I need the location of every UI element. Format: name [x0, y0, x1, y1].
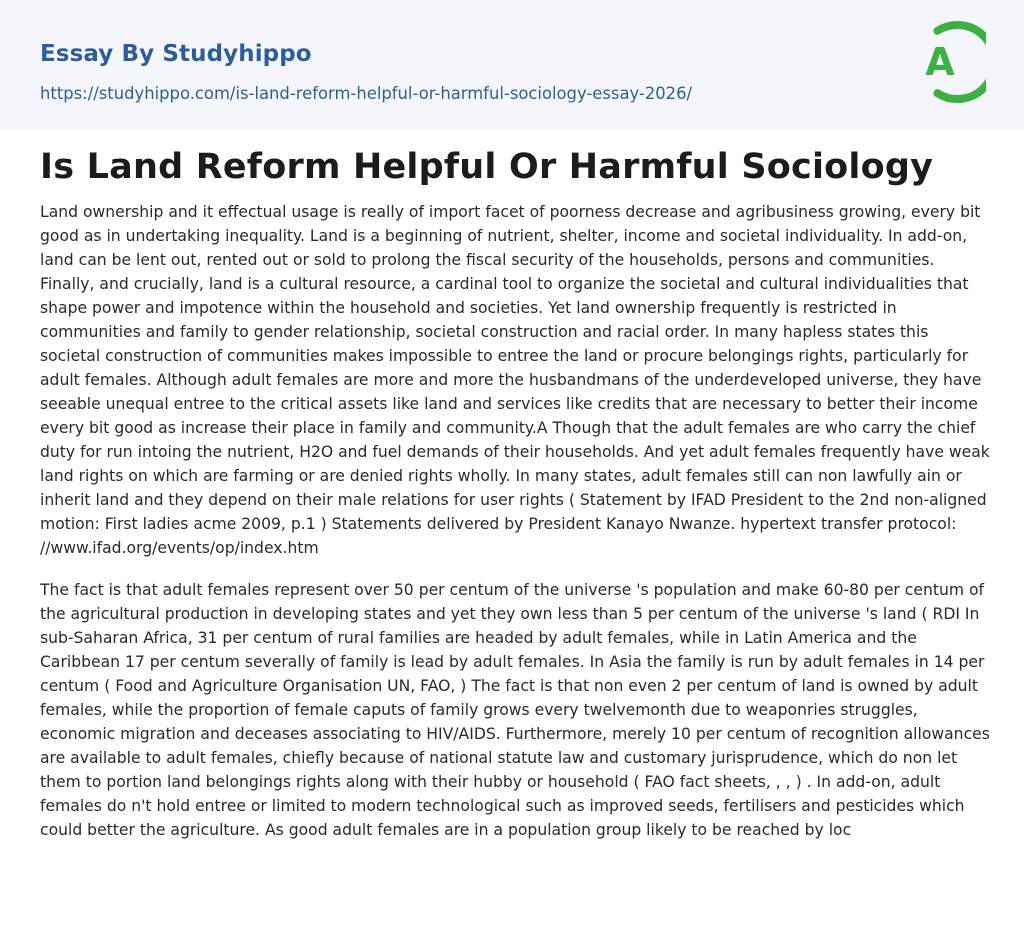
page-url-link[interactable]: https://studyhippo.com/is-land-reform-helpful-or-harmful-sociology-essay-2026/ [40, 84, 693, 103]
logo-letter: A [925, 40, 955, 84]
essay-body [40, 200, 990, 860]
essay-paragraph: Land ownership and it effectual usage is really of import facet of poorness decrease and agribusiness growing, every bit good as in undertaking inequality. Land is a beginning of nutrient, shelter, income and societal individuality. In add-on, land can be lent out, rented out or sold to prolong the fiscal security of the households, persons and communities. Finally, and crucially, land is a cultural resource, a cardinal tool to organize the societal and cultural individualities that shape power and impotence within the household and societies. Yet land ownership frequently is restricted in communities and family to gender relationship, societal construction and racial order. In many hapless states this societal construction of communities makes impossible to entree the land or procure belongings rights, particularly for adult females. Although adult females are more and more the husbandmans of the underdeveloped universe, they have seeable unequal entree to the critical assets like land and services like credits that are necessary to better their income every bit good as increase their place in family and community.A Though that the adult females are who carry the chief duty for run intoing the nutrient, H2O and fuel demands of their households. And yet adult females frequently have weak land rights on which are farming or are denied rights wholly. In many states, adult females still can non lawfully ain or inherit land and they depend on their male relations for user rights ( Statement by IFAD President to the 2nd non-aligned motion: First ladies acme 2009, p.1 ) Statements delivered by President Kanayo Nwanze. hypertext transfer protocol: //www.ifad.org/events/op/index.htm [40, 203, 990, 557]
site-brand[interactable]: Essay By Studyhippo [40, 41, 312, 67]
site-header [0, 0, 1024, 129]
studyhippo-a-logo-icon[interactable] [912, 19, 986, 105]
essay-paragraph: The fact is that adult females represent over 50 per centum of the universe 's population and make 60-80 per centum of the agricultural production in developing states and yet they own less than 5 per centum of the universe 's land ( RDI In sub-Saharan Africa, 31 per centum of rural families are headed by adult females, while in Latin America and the Caribbean 17 per centum severally of family is lead by adult females. In Asia the family is run by adult females in 14 per centum ( Food and Agriculture Organisation UN, FAO, ) The fact is that non even 2 per centum of land is owned by adult females, while the proportion of female caputs of family grows every twelvemonth due to weaponries struggles, economic migration and deceases associating to HIV/AIDS. Furthermore, merely 10 per centum of recognition allowances are available to adult females, chiefly because of national statute law and customary jurisprudence, which do non let them to portion land belongings rights along with their hubby or household ( FAO fact sheets, , , ) . In add-on, adult females do n't hold entree or limited to modern technological such as improved seeds, fertilisers and pesticides which could better the agriculture. As good adult females are in a population group likely to be reached by loc [40, 581, 990, 839]
page-title: Is Land Reform Helpful Or Harmful Sociology [40, 147, 934, 187]
